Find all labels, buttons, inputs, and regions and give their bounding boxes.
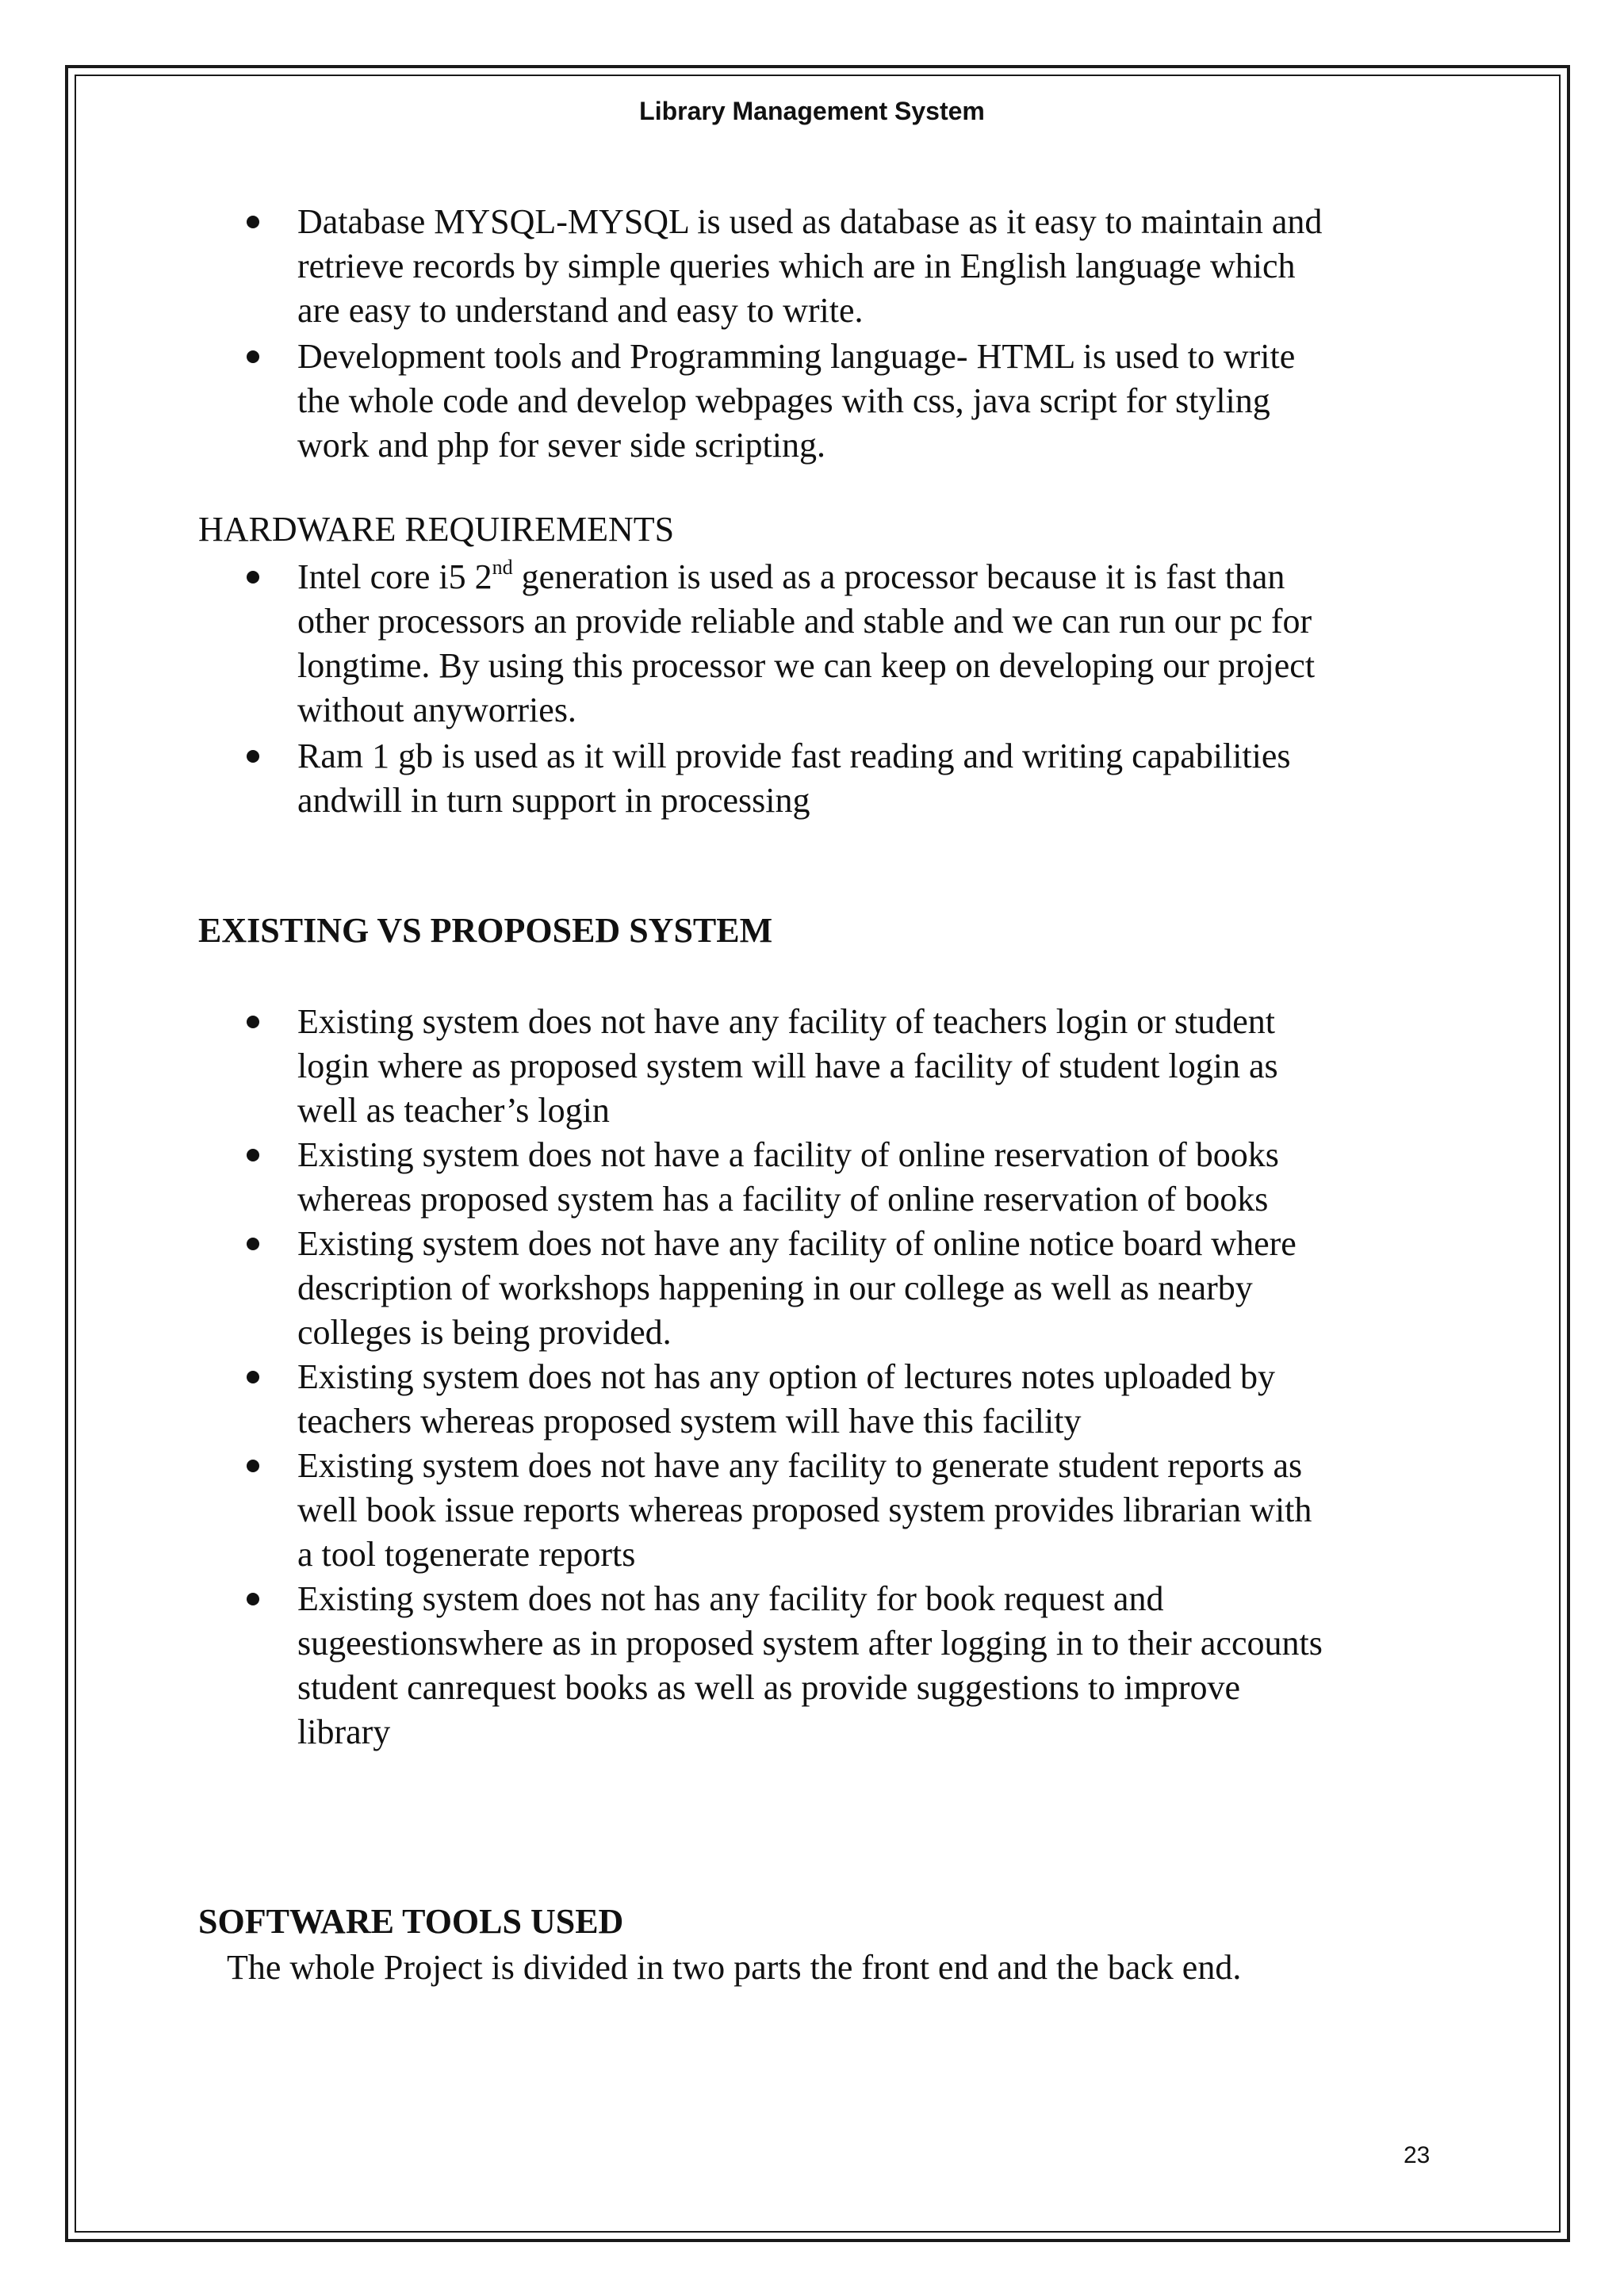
bullet-icon — [247, 216, 259, 228]
text-line: description of workshops happening in our college as well as nearby — [297, 1269, 1253, 1307]
bullet-icon — [247, 1238, 259, 1250]
text-line: Development tools and Programming language- HTML is used to write — [297, 337, 1296, 376]
text-line: teachers whereas proposed system will have this facility — [297, 1402, 1082, 1441]
running-header: Library Management System — [639, 97, 985, 125]
text-line: other processors an provide reliable and stable and we can run our pc for — [297, 602, 1312, 641]
section-heading-existing-vs-proposed: EXISTING VS PROPOSED SYSTEM — [198, 911, 773, 950]
text-line: work and php for sever side scripting. — [297, 426, 825, 465]
text-line: colleges is being provided. — [297, 1313, 672, 1352]
bullet-icon — [247, 1016, 259, 1028]
superscript: nd — [492, 556, 513, 579]
text-line: Existing system does not have any facility of teachers login or student — [297, 1002, 1275, 1041]
paragraph-text: The whole Project is divided in two parts the front end and the back end. — [227, 1948, 1242, 1987]
text-line: student canrequest books as well as provide suggestions to improve — [297, 1668, 1241, 1707]
text-line: longtime. By using this processor we can keep on developing our project — [297, 646, 1316, 685]
page-number: 23 — [1404, 2142, 1431, 2168]
text-line: are easy to understand and easy to write. — [297, 291, 864, 330]
bullet-icon — [247, 1593, 259, 1605]
section-heading-software-tools: SOFTWARE TOOLS USED — [198, 1902, 624, 1941]
section-heading-hardware: HARDWARE REQUIREMENTS — [198, 510, 675, 549]
text-line: Existing system does not has any facility for book request and — [297, 1579, 1164, 1618]
bullet-icon — [247, 750, 259, 763]
text-line: whereas proposed system has a facility of online reservation of books — [297, 1180, 1269, 1219]
text-line: Existing system does not has any option of lectures notes uploaded by — [297, 1357, 1276, 1396]
text-line: Existing system does not have any facility of online notice board where — [297, 1224, 1297, 1263]
text-line: Intel core i5 2nd generation is used as a processor because it is fast than — [297, 556, 1285, 596]
text-line: andwill in turn support in processing — [297, 781, 810, 820]
bullet-icon — [247, 1371, 259, 1383]
text-line: login where as proposed system will have a facility of student login as — [297, 1047, 1278, 1085]
text-line: without anyworries. — [297, 691, 576, 729]
text-line: sugeestionswhere as in proposed system after logging in to their accounts — [297, 1624, 1323, 1663]
bullet-icon — [247, 350, 259, 363]
bullet-icon — [247, 1149, 259, 1161]
text-line: Existing system does not have any facility to generate student reports as — [297, 1446, 1303, 1485]
text-line: well book issue reports whereas proposed system provides librarian with — [297, 1490, 1312, 1529]
bullet-icon — [247, 1460, 259, 1472]
text-line: library — [297, 1712, 391, 1751]
text-line: a tool togenerate reports — [297, 1535, 636, 1574]
text-line: the whole code and develop webpages with css, java script for styling — [297, 381, 1270, 420]
text-line: Existing system does not have a facility of online reservation of books — [297, 1135, 1279, 1174]
text-line: retrieve records by simple queries which are in English language which — [297, 247, 1296, 285]
text-line: well as teacher’s login — [297, 1091, 610, 1130]
text-line: Database MYSQL-MYSQL is used as database as it easy to maintain and — [297, 202, 1323, 241]
bullet-icon — [247, 571, 259, 584]
text-line: Ram 1 gb is used as it will provide fast reading and writing capabilities — [297, 737, 1291, 775]
